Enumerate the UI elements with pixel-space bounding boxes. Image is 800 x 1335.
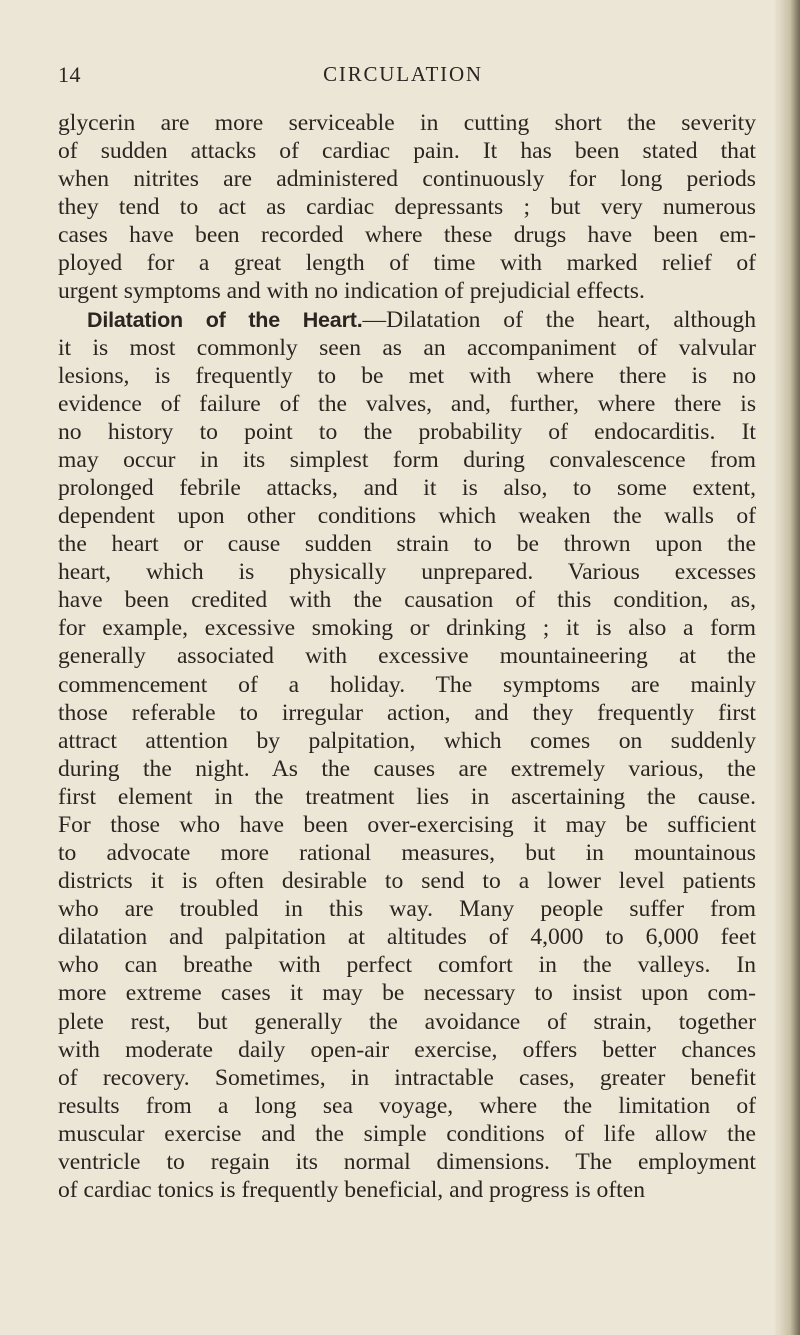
text-line: have been credited with the causation of this condition, as, [58, 587, 756, 614]
text-line: the heart or cause sudden strain to be thrown upon the [58, 531, 756, 558]
text-line: ployed for a great length of time with marked relief of [58, 250, 756, 277]
page-number: 14 [58, 62, 81, 87]
text-line: who can breathe with perfect comfort in the valleys. In [58, 952, 756, 979]
page-edge [778, 0, 800, 1335]
text-line: who are troubled in this way. Many people suffer from [58, 896, 756, 923]
text-line: attract attention by palpitation, which comes on suddenly [58, 727, 756, 754]
text-line: generally associated with excessive mountaineering at the [58, 643, 756, 670]
text-line: of recovery. Sometimes, in intractable cases, greater benefit [58, 1064, 756, 1091]
text-line: of sudden attacks of cardiac pain. It has been stated that [58, 138, 756, 165]
running-title: CIRCULATION [323, 62, 483, 86]
text-line: muscular exercise and the simple conditions of life allow the [58, 1120, 756, 1147]
text-line: dependent upon other conditions which weaken the walls of [58, 503, 756, 530]
paragraph-2 [58, 306, 756, 1205]
text-line: dilatation and palpitation at altitudes of 4,000 to 6,000 feet [58, 924, 756, 951]
text-line: For those who have been over-exercising it may be sufficient [58, 811, 756, 838]
text-line: more extreme cases it may be necessary to insist upon com- [58, 980, 756, 1007]
text-line: they tend to act as cardiac depressants ; but very numerous [58, 194, 756, 221]
text-line: may occur in its simplest form during convalescence from [58, 446, 756, 473]
paragraph-1 [58, 109, 756, 306]
text-line: ventricle to regain its normal dimensions. The employment [58, 1148, 756, 1175]
heading-line [58, 306, 756, 334]
text-line: plete rest, but generally the avoidance of strain, together [58, 1008, 756, 1035]
text-line: cases have been recorded where these drugs have been em- [58, 222, 756, 249]
text-line: no history to point to the probability of endocarditis. It [58, 418, 756, 445]
text-line: prolonged febrile attacks, and it is also, to some extent, [58, 475, 756, 502]
text-line: those referable to irregular action, and they frequently first [58, 699, 756, 726]
text-line: lesions, is frequently to be met with where there is no [58, 362, 756, 389]
page-header [58, 62, 748, 96]
body-text [58, 109, 756, 1204]
text-line: urgent symptoms and with no indication of prejudicial effects. [58, 278, 645, 305]
text-line: to advocate more rational measures, but in mountainous [58, 840, 756, 867]
text-line: heart, which is physically unprepared. Various excesses [58, 559, 756, 586]
text-line: for example, excessive smoking or drinking ; it is also a form [58, 615, 756, 642]
text-line: districts it is often desirable to send to a lower level patients [58, 868, 756, 895]
text-line: results from a long sea voyage, where the limitation of [58, 1092, 756, 1119]
text-line: with moderate daily open-air exercise, offers better chances [58, 1036, 756, 1063]
text-line: evidence of failure of the valves, and, further, where there is [58, 390, 756, 417]
text-line: first element in the treatment lies in ascertaining the cause. [58, 783, 756, 810]
text-line: of cardiac tonics is frequently beneficial, and progress is often [58, 1176, 646, 1203]
section-heading: Dilatation of the Heart. [87, 307, 363, 332]
text-line: commencement of a holiday. The symptoms are mainly [58, 671, 756, 698]
text-line: during the night. As the causes are extremely various, the [58, 755, 756, 782]
heading-line-text: —Dilatation of the heart, although [362, 306, 756, 333]
text-line: when nitrites are administered continuously for long periods [58, 166, 756, 193]
text-line: it is most commonly seen as an accompaniment of valvular [58, 334, 756, 361]
text-line: glycerin are more serviceable in cutting short the severity [58, 110, 756, 136]
